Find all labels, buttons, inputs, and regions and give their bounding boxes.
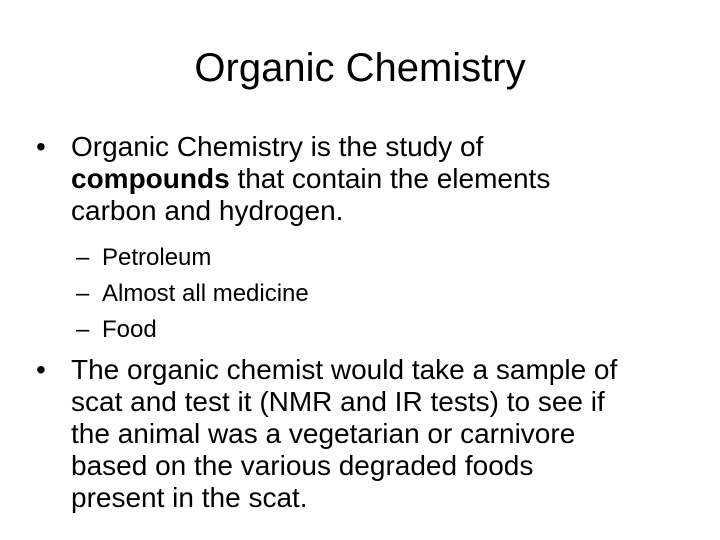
bullet-line: scat and test it (NMR and IR tests) to see if [71,386,605,417]
bullet-text [71,354,711,514]
sub-bullet-text: Almost all medicine [102,280,309,307]
sub-bullet-text: Food [102,316,157,343]
sub-bullet-dash: – [76,244,90,271]
sub-bullet-dash: – [76,316,90,343]
bold-term: compounds [71,163,230,194]
bullet-text [71,131,711,227]
bullet-line [71,163,711,195]
sub-bullet-item [76,276,309,312]
slide-title: Organic Chemistry [194,46,526,90]
sub-bullet-item [76,240,309,276]
bullet-line: the animal was a vegetarian or carnivore [71,418,576,449]
bullet-line: based on the various degraded foods [71,450,534,481]
bullet-line-rest: that contain the elements [229,163,551,194]
bullet-dot: • [36,131,46,162]
sub-bullet-text: Petroleum [102,244,212,271]
sub-bullet-dash: – [76,280,90,307]
sub-bullet-item [76,312,309,348]
bullet-line: The organic chemist would take a sample of [71,354,618,385]
bullet-line: present in the scat. [71,482,308,513]
bullet-line: Organic Chemistry is the study of [71,131,484,162]
bullet-dot: • [36,354,46,385]
sub-bullet-list [76,240,309,348]
bullet-line: carbon and hydrogen. [71,195,344,226]
